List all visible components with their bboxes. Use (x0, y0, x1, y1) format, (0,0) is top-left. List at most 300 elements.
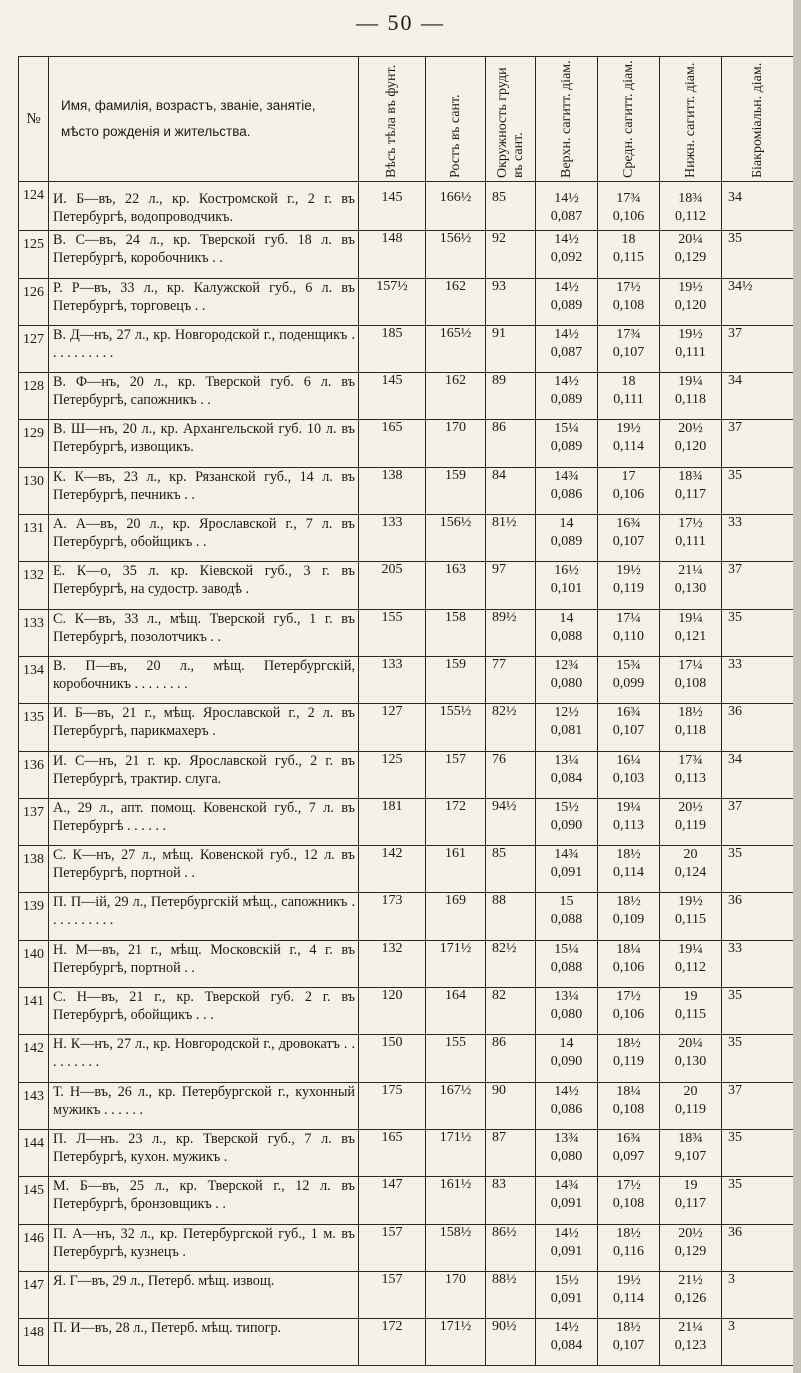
weight-cell: 133 (359, 656, 426, 703)
lower-sagittal-cell-ratio: 0,117 (675, 486, 706, 502)
biacromial-cell: 34 (722, 373, 795, 420)
header-biacromial: Біакроміальн. діам. (722, 57, 795, 182)
header-height: Ростъ въ сант. (426, 57, 486, 182)
biacromial-cell: 35 (722, 1035, 795, 1082)
lower-sagittal-cell (660, 231, 722, 278)
middle-sagittal-cell (598, 420, 660, 467)
lower-sagittal-cell-ratio: 0,130 (674, 1054, 707, 1070)
middle-sagittal-cell-value: 19½ (616, 421, 641, 437)
lower-sagittal-cell-ratio: 0,119 (675, 817, 706, 833)
upper-sagittal-cell-ratio: 0,090 (550, 817, 583, 833)
weight-cell: 150 (359, 1035, 426, 1082)
upper-sagittal-cell (536, 231, 598, 278)
chest-cell: 83 (486, 1177, 536, 1224)
upper-sagittal-cell (536, 1035, 598, 1082)
upper-sagittal-cell-ratio: 0,080 (550, 1148, 583, 1164)
height-cell: 169 (426, 893, 486, 940)
upper-sagittal-cell-value: 15 (559, 894, 574, 910)
middle-sagittal-cell (598, 515, 660, 562)
person-description: В. Д—нъ, 27 л., кр. Новгородской г., поденщикъ . . . . . . . . . . (49, 325, 359, 372)
table-row (19, 609, 795, 656)
middle-sagittal-cell-value: 16¾ (616, 705, 641, 721)
chest-cell: 94½ (486, 798, 536, 845)
middle-sagittal-cell-value: 17 (621, 468, 636, 484)
upper-sagittal-cell (536, 278, 598, 325)
table-row (19, 325, 795, 372)
lower-sagittal-cell-ratio: 0,129 (674, 1243, 707, 1259)
lower-sagittal-cell (660, 373, 722, 420)
upper-sagittal-cell-value: 14 (559, 610, 574, 626)
upper-sagittal-cell-value: 15¼ (554, 421, 579, 437)
biacromial-cell: 35 (722, 988, 795, 1035)
middle-sagittal-cell (598, 182, 660, 231)
table-row (19, 1271, 795, 1318)
person-description: П. Л—нъ. 23 л., кр. Тверской губ., 7 л. въ Петербургѣ, кухон. мужикъ . (49, 1129, 359, 1176)
lower-sagittal-cell-value: 19¼ (678, 610, 703, 626)
middle-sagittal-cell-value: 17½ (616, 1178, 641, 1194)
middle-sagittal-cell (598, 1271, 660, 1318)
chest-cell: 84 (486, 467, 536, 514)
header-name-line2: мѣсто рожденія и жительства. (61, 124, 251, 139)
row-number: 126 (19, 278, 49, 325)
upper-sagittal-cell-value: 14¾ (554, 847, 579, 863)
chest-cell: 82½ (486, 704, 536, 751)
middle-sagittal-cell-ratio: 0,119 (613, 1054, 644, 1070)
height-cell: 170 (426, 1271, 486, 1318)
lower-sagittal-cell-value: 17½ (678, 516, 703, 532)
weight-cell: 165 (359, 420, 426, 467)
row-number: 133 (19, 609, 49, 656)
middle-sagittal-cell-value: 17½ (616, 279, 641, 295)
middle-sagittal-cell-ratio: 0,111 (613, 392, 644, 408)
biacromial-cell: 33 (722, 656, 795, 703)
lower-sagittal-cell-value: 20 (683, 1083, 698, 1099)
row-number: 142 (19, 1035, 49, 1082)
upper-sagittal-cell (536, 704, 598, 751)
weight-cell: 147 (359, 1177, 426, 1224)
upper-sagittal-cell-value: 14¾ (554, 1178, 579, 1194)
biacromial-cell: 37 (722, 420, 795, 467)
middle-sagittal-cell-value: 17¼ (616, 610, 641, 626)
middle-sagittal-cell-value: 16¾ (616, 516, 641, 532)
upper-sagittal-cell-value: 14 (559, 516, 574, 532)
chest-cell: 89 (486, 373, 536, 420)
upper-sagittal-cell (536, 1224, 598, 1271)
middle-sagittal-cell (598, 704, 660, 751)
chest-cell: 77 (486, 656, 536, 703)
middle-sagittal-cell-ratio: 0,115 (613, 250, 644, 266)
biacromial-cell: 34 (722, 751, 795, 798)
row-number: 135 (19, 704, 49, 751)
middle-sagittal-cell-ratio: 0,114 (613, 1290, 644, 1306)
weight-cell: 173 (359, 893, 426, 940)
weight-cell: 132 (359, 940, 426, 987)
middle-sagittal-cell-ratio: 0,108 (612, 1196, 645, 1212)
chest-cell: 92 (486, 231, 536, 278)
lower-sagittal-cell (660, 656, 722, 703)
header-upper-sagittal: Верхн. сагитт. діам. (536, 57, 598, 182)
middle-sagittal-cell-ratio: 0,107 (612, 344, 645, 360)
middle-sagittal-cell (598, 656, 660, 703)
lower-sagittal-cell-ratio: 0,121 (674, 628, 707, 644)
weight-cell: 127 (359, 704, 426, 751)
row-number: 127 (19, 325, 49, 372)
upper-sagittal-cell-ratio: 0,088 (550, 628, 583, 644)
height-cell: 166½ (426, 182, 486, 231)
upper-sagittal-cell-ratio: 0,091 (550, 1243, 583, 1259)
header-number: № (19, 57, 49, 182)
upper-sagittal-cell-value: 14½ (554, 326, 579, 342)
chest-cell: 91 (486, 325, 536, 372)
lower-sagittal-cell-ratio: 0,117 (675, 1196, 706, 1212)
weight-cell: 157½ (359, 278, 426, 325)
chest-cell: 85 (486, 846, 536, 893)
height-cell: 171½ (426, 1129, 486, 1176)
biacromial-cell: 37 (722, 798, 795, 845)
biacromial-cell: 33 (722, 515, 795, 562)
upper-sagittal-cell-ratio: 0,091 (550, 865, 583, 881)
lower-sagittal-cell-value: 18¾ (678, 191, 703, 206)
lower-sagittal-cell-value: 18¾ (678, 1130, 703, 1146)
upper-sagittal-cell (536, 1177, 598, 1224)
weight-cell: 175 (359, 1082, 426, 1129)
upper-sagittal-cell-ratio: 0,092 (550, 250, 583, 266)
row-number: 138 (19, 846, 49, 893)
middle-sagittal-cell-value: 17½ (616, 989, 641, 1005)
row-number: 144 (19, 1129, 49, 1176)
biacromial-cell: 34½ (722, 278, 795, 325)
middle-sagittal-cell-ratio: 0,113 (613, 817, 644, 833)
upper-sagittal-cell (536, 1319, 598, 1366)
upper-sagittal-cell-value: 12½ (554, 705, 579, 721)
upper-sagittal-cell (536, 373, 598, 420)
upper-sagittal-cell-value: 14 (559, 1036, 574, 1052)
lower-sagittal-cell-value: 20½ (678, 421, 703, 437)
middle-sagittal-cell-value: 16¾ (616, 1130, 641, 1146)
row-number: 140 (19, 940, 49, 987)
biacromial-cell: 35 (722, 1129, 795, 1176)
lower-sagittal-cell-value: 19¼ (678, 941, 703, 957)
height-cell: 164 (426, 988, 486, 1035)
upper-sagittal-cell-value: 14¾ (554, 468, 579, 484)
chest-cell: 82½ (486, 940, 536, 987)
lower-sagittal-cell-ratio: 0,118 (675, 723, 706, 739)
lower-sagittal-cell-value: 19 (683, 989, 698, 1005)
weight-cell: 120 (359, 988, 426, 1035)
chest-cell: 85 (486, 182, 536, 231)
chest-cell: 81½ (486, 515, 536, 562)
chest-cell: 88 (486, 893, 536, 940)
middle-sagittal-cell (598, 609, 660, 656)
weight-cell: 145 (359, 182, 426, 231)
weight-cell: 185 (359, 325, 426, 372)
row-number: 137 (19, 798, 49, 845)
lower-sagittal-cell (660, 751, 722, 798)
upper-sagittal-cell (536, 1271, 598, 1318)
chest-cell: 76 (486, 751, 536, 798)
weight-cell: 157 (359, 1224, 426, 1271)
lower-sagittal-cell (660, 1271, 722, 1318)
height-cell: 172 (426, 798, 486, 845)
biacromial-cell: 34 (722, 182, 795, 231)
upper-sagittal-cell-ratio: 0,087 (550, 344, 583, 360)
person-description: Т. Н—въ, 26 л., кр. Петербургской г., кухонный мужикъ . . . . . . (49, 1082, 359, 1129)
biacromial-cell: 33 (722, 940, 795, 987)
person-description: А. А—въ, 20 л., кр. Ярославской г., 7 л. въ Петербургѣ, обойщикъ . . (49, 515, 359, 562)
upper-sagittal-cell-ratio: 0,080 (550, 1007, 583, 1023)
person-description: П. П—ій, 29 л., Петербургскій мѣщ., сапожникъ . . . . . . . . . . (49, 893, 359, 940)
lower-sagittal-cell (660, 278, 722, 325)
upper-sagittal-cell-value: 12¾ (554, 657, 579, 673)
lower-sagittal-cell-ratio: 9,107 (674, 1148, 707, 1164)
height-cell: 171½ (426, 940, 486, 987)
lower-sagittal-cell-ratio: 0,118 (675, 392, 706, 408)
table-row (19, 182, 795, 231)
person-description: С. К—нъ, 27 л., мѣщ. Ковенской губ., 12 л. въ Петербургѣ, портной . . (49, 846, 359, 893)
person-description: В. Ш—нъ, 20 л., кр. Архангельской губ. 10 л. въ Петербургѣ, извощикъ. (49, 420, 359, 467)
chest-cell: 93 (486, 278, 536, 325)
biacromial-cell: 3 (722, 1319, 795, 1366)
biacromial-cell: 35 (722, 1177, 795, 1224)
middle-sagittal-cell-value: 15¾ (616, 657, 641, 673)
biacromial-cell: 36 (722, 893, 795, 940)
lower-sagittal-cell (660, 940, 722, 987)
row-number: 125 (19, 231, 49, 278)
lower-sagittal-cell-ratio: 0,120 (674, 297, 707, 313)
table-row (19, 940, 795, 987)
lower-sagittal-cell (660, 467, 722, 514)
height-cell: 158½ (426, 1224, 486, 1271)
page-number: — 50 — (356, 10, 445, 35)
table-row (19, 798, 795, 845)
table-row (19, 562, 795, 609)
table-row (19, 1129, 795, 1176)
lower-sagittal-cell (660, 988, 722, 1035)
lower-sagittal-cell-ratio: 0,129 (674, 250, 707, 266)
weight-cell: 148 (359, 231, 426, 278)
upper-sagittal-cell (536, 846, 598, 893)
height-cell: 156½ (426, 515, 486, 562)
weight-cell: 138 (359, 467, 426, 514)
upper-sagittal-cell-ratio: 0,080 (550, 675, 583, 691)
height-cell: 162 (426, 373, 486, 420)
middle-sagittal-cell-value: 18½ (616, 1320, 641, 1336)
person-description: И. С—нъ, 21 г. кр. Ярославской губ., 2 г. въ Петербургѣ, трактир. слуга. (49, 751, 359, 798)
middle-sagittal-cell (598, 1035, 660, 1082)
lower-sagittal-cell-ratio: 0,130 (674, 581, 707, 597)
upper-sagittal-cell (536, 656, 598, 703)
lower-sagittal-cell-value: 19 (683, 1178, 698, 1194)
upper-sagittal-cell (536, 609, 598, 656)
middle-sagittal-cell-ratio: 0,114 (613, 865, 644, 881)
person-description: И. Б—въ, 21 г., мѣщ. Ярославской г., 2 л. въ Петербургѣ, парикмахеръ . (49, 704, 359, 751)
middle-sagittal-cell-value: 17¾ (616, 326, 641, 342)
middle-sagittal-cell-ratio: 0,119 (613, 581, 644, 597)
person-description: С. К—въ, 33 л., мѣщ. Тверской губ., 1 г. въ Петербургѣ, позолотчикъ . . (49, 609, 359, 656)
upper-sagittal-cell (536, 798, 598, 845)
lower-sagittal-cell-ratio: 0,120 (674, 439, 707, 455)
lower-sagittal-cell (660, 182, 722, 231)
middle-sagittal-cell (598, 751, 660, 798)
biacromial-cell: 35 (722, 846, 795, 893)
table-row (19, 515, 795, 562)
lower-sagittal-cell (660, 515, 722, 562)
upper-sagittal-cell-value: 14½ (554, 374, 579, 390)
middle-sagittal-cell (598, 467, 660, 514)
header-weight: Вѣсъ тѣла въ фунт. (359, 57, 426, 182)
lower-sagittal-cell (660, 1177, 722, 1224)
row-number: 145 (19, 1177, 49, 1224)
lower-sagittal-cell-ratio: 0,124 (674, 865, 707, 881)
middle-sagittal-cell (598, 1129, 660, 1176)
upper-sagittal-cell-ratio: 0,091 (550, 1290, 583, 1306)
row-number: 139 (19, 893, 49, 940)
middle-sagittal-cell (598, 940, 660, 987)
row-number: 146 (19, 1224, 49, 1271)
upper-sagittal-cell (536, 1082, 598, 1129)
row-number: 124 (19, 182, 49, 231)
row-number: 148 (19, 1319, 49, 1366)
middle-sagittal-cell-ratio: 0,106 (612, 486, 645, 502)
height-cell: 163 (426, 562, 486, 609)
lower-sagittal-cell-value: 21½ (678, 1272, 703, 1288)
height-cell: 157 (426, 751, 486, 798)
middle-sagittal-cell-value: 18¼ (616, 941, 641, 957)
weight-cell: 165 (359, 1129, 426, 1176)
weight-cell: 157 (359, 1271, 426, 1318)
middle-sagittal-cell (598, 373, 660, 420)
lower-sagittal-cell-ratio: 0,111 (675, 534, 706, 550)
chest-cell: 90 (486, 1082, 536, 1129)
header-middle-sagittal: Средн. сагитт. діам. (598, 57, 660, 182)
lower-sagittal-cell-value: 17¾ (678, 752, 703, 768)
middle-sagittal-cell-value: 18½ (616, 1036, 641, 1052)
biacromial-cell: 37 (722, 325, 795, 372)
chest-cell: 86 (486, 420, 536, 467)
header-row (19, 57, 795, 182)
height-cell: 155½ (426, 704, 486, 751)
header-lower-sagittal: Нижн. сагитт. діам. (660, 57, 722, 182)
middle-sagittal-cell (598, 1319, 660, 1366)
header-chest: Окружность груди въ сант. (486, 57, 536, 182)
lower-sagittal-cell-value: 18¾ (678, 468, 703, 484)
upper-sagittal-cell-value: 14½ (554, 1320, 579, 1336)
table-row (19, 846, 795, 893)
middle-sagittal-cell-ratio: 0,114 (613, 439, 644, 455)
person-description: П. А—нъ, 32 л., кр. Петербургской губ., 1 м. въ Петербургѣ, кузнецъ . (49, 1224, 359, 1271)
table-row (19, 893, 795, 940)
lower-sagittal-cell-ratio: 0,123 (674, 1338, 707, 1354)
lower-sagittal-cell-value: 20 (683, 847, 698, 863)
biacromial-cell: 35 (722, 609, 795, 656)
upper-sagittal-cell (536, 467, 598, 514)
biacromial-cell: 3 (722, 1271, 795, 1318)
height-cell: 165½ (426, 325, 486, 372)
height-cell: 156½ (426, 231, 486, 278)
upper-sagittal-cell-ratio: 0,086 (550, 1101, 583, 1117)
height-cell: 158 (426, 609, 486, 656)
upper-sagittal-cell-ratio: 0,088 (550, 959, 583, 975)
person-description: Я. Г—въ, 29 л., Петерб. мѣщ. извощ. (49, 1271, 359, 1318)
table-row (19, 231, 795, 278)
middle-sagittal-cell (598, 846, 660, 893)
middle-sagittal-cell-value: 17¾ (616, 191, 641, 206)
person-description: Н. М—въ, 21 г., мѣщ. Московскій г., 4 г. въ Петербургѣ, портной . . (49, 940, 359, 987)
height-cell: 159 (426, 467, 486, 514)
middle-sagittal-cell-value: 18¼ (616, 1083, 641, 1099)
lower-sagittal-cell (660, 1224, 722, 1271)
middle-sagittal-cell (598, 231, 660, 278)
lower-sagittal-cell (660, 704, 722, 751)
person-description: А., 29 л., апт. помощ. Ковенской губ., 7 л. въ Петербургѣ . . . . . . (49, 798, 359, 845)
lower-sagittal-cell (660, 798, 722, 845)
lower-sagittal-cell (660, 609, 722, 656)
lower-sagittal-cell-value: 17¼ (678, 657, 703, 673)
height-cell: 161½ (426, 1177, 486, 1224)
person-description: М. Б—въ, 25 л., кр. Тверской г., 12 л. въ Петербургѣ, бронзовщикъ . . (49, 1177, 359, 1224)
middle-sagittal-cell-ratio: 0,106 (612, 209, 645, 224)
person-description: В. С—въ, 24 л., кр. Тверской губ. 18 л. въ Петербургѣ, коробочникъ . . (49, 231, 359, 278)
lower-sagittal-cell (660, 893, 722, 940)
chest-cell: 86½ (486, 1224, 536, 1271)
lower-sagittal-cell (660, 325, 722, 372)
lower-sagittal-cell (660, 562, 722, 609)
height-cell: 170 (426, 420, 486, 467)
middle-sagittal-cell-value: 18½ (616, 894, 641, 910)
middle-sagittal-cell (598, 1177, 660, 1224)
middle-sagittal-cell-ratio: 0,110 (613, 628, 644, 644)
chest-cell: 97 (486, 562, 536, 609)
lower-sagittal-cell-ratio: 0,126 (674, 1290, 707, 1306)
weight-cell: 125 (359, 751, 426, 798)
lower-sagittal-cell-value: 19½ (678, 279, 703, 295)
middle-sagittal-cell (598, 893, 660, 940)
upper-sagittal-cell-value: 14½ (554, 279, 579, 295)
row-number: 147 (19, 1271, 49, 1318)
lower-sagittal-cell-ratio: 0,112 (675, 209, 706, 224)
upper-sagittal-cell-ratio: 0,084 (550, 770, 583, 786)
lower-sagittal-cell-ratio: 0,108 (674, 675, 707, 691)
page-edge (793, 0, 801, 1373)
upper-sagittal-cell-value: 15½ (554, 1272, 579, 1288)
height-cell: 161 (426, 846, 486, 893)
upper-sagittal-cell-ratio: 0,090 (550, 1054, 583, 1070)
middle-sagittal-cell-ratio: 0,108 (612, 1101, 645, 1117)
table-row (19, 656, 795, 703)
middle-sagittal-cell (598, 1082, 660, 1129)
middle-sagittal-cell-ratio: 0,097 (612, 1148, 645, 1164)
lower-sagittal-cell-value: 20½ (678, 799, 703, 815)
middle-sagittal-cell-value: 16¼ (616, 752, 641, 768)
lower-sagittal-cell-value: 19½ (678, 326, 703, 342)
upper-sagittal-cell-value: 14½ (554, 191, 579, 206)
middle-sagittal-cell-ratio: 0,116 (613, 1243, 644, 1259)
weight-cell: 205 (359, 562, 426, 609)
middle-sagittal-cell-value: 18½ (616, 847, 641, 863)
middle-sagittal-cell-value: 18 (621, 232, 636, 248)
biacromial-cell: 35 (722, 467, 795, 514)
lower-sagittal-cell-value: 20¼ (678, 232, 703, 248)
height-cell: 159 (426, 656, 486, 703)
person-description: П. И—въ, 28 л., Петерб. мѣщ. типогр. (49, 1319, 359, 1366)
middle-sagittal-cell (598, 798, 660, 845)
middle-sagittal-cell (598, 562, 660, 609)
weight-cell: 181 (359, 798, 426, 845)
person-description: Н. К—нъ, 27 л., кр. Новгородской г., дровокатъ . . . . . . . . . (49, 1035, 359, 1082)
upper-sagittal-cell (536, 940, 598, 987)
person-description: Е. К—о, 35 л. кр. Кіевской губ., 3 г. въ Петербургѣ, на судостр. заводѣ . (49, 562, 359, 609)
lower-sagittal-cell-value: 18½ (678, 705, 703, 721)
